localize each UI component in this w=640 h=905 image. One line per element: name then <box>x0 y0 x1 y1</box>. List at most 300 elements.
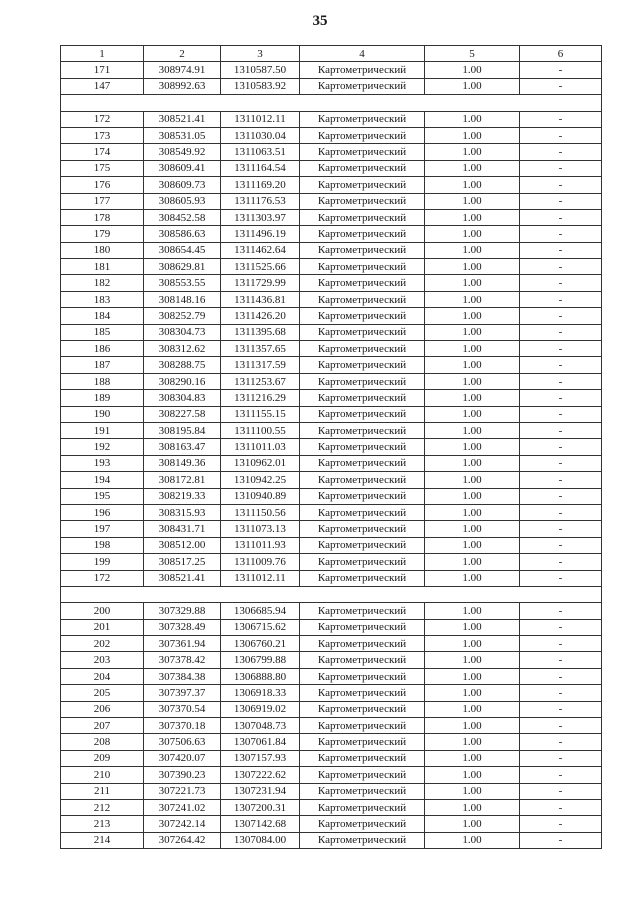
table-row <box>61 422 602 438</box>
table-row <box>61 570 602 586</box>
method-cell: Картометрический <box>300 472 425 488</box>
accuracy-cell: 1.00 <box>425 652 520 668</box>
method-cell: Картометрический <box>300 701 425 717</box>
description-cell: - <box>520 554 602 570</box>
table-body <box>61 62 602 849</box>
method-cell: Картометрический <box>300 406 425 422</box>
y-coordinate-cell: 1311253.67 <box>221 373 300 389</box>
column-header: 3 <box>221 46 300 62</box>
description-cell: - <box>520 439 602 455</box>
table-row <box>61 324 602 340</box>
method-cell: Картометрический <box>300 537 425 553</box>
accuracy-cell: 1.00 <box>425 816 520 832</box>
y-coordinate-cell: 1311395.68 <box>221 324 300 340</box>
accuracy-cell: 1.00 <box>425 799 520 815</box>
point-number-cell: 191 <box>61 422 144 438</box>
description-cell: - <box>520 652 602 668</box>
x-coordinate-cell: 307384.38 <box>144 668 221 684</box>
x-coordinate-cell: 307328.49 <box>144 619 221 635</box>
point-number-cell: 175 <box>61 160 144 176</box>
point-number-cell: 182 <box>61 275 144 291</box>
method-cell: Картометрический <box>300 259 425 275</box>
accuracy-cell: 1.00 <box>425 701 520 717</box>
y-coordinate-cell: 1307142.68 <box>221 816 300 832</box>
description-cell: - <box>520 504 602 520</box>
x-coordinate-cell: 307420.07 <box>144 750 221 766</box>
accuracy-cell: 1.00 <box>425 521 520 537</box>
y-coordinate-cell: 1311009.76 <box>221 554 300 570</box>
table-row <box>61 455 602 471</box>
point-number-cell: 206 <box>61 701 144 717</box>
accuracy-cell: 1.00 <box>425 554 520 570</box>
point-number-cell: 193 <box>61 455 144 471</box>
accuracy-cell: 1.00 <box>425 226 520 242</box>
method-cell: Картометрический <box>300 603 425 619</box>
separator-cell <box>61 95 602 111</box>
description-cell: - <box>520 668 602 684</box>
accuracy-cell: 1.00 <box>425 242 520 258</box>
x-coordinate-cell: 307361.94 <box>144 636 221 652</box>
accuracy-cell: 1.00 <box>425 259 520 275</box>
table-row <box>61 259 602 275</box>
y-coordinate-cell: 1311176.53 <box>221 193 300 209</box>
accuracy-cell: 1.00 <box>425 406 520 422</box>
accuracy-cell: 1.00 <box>425 570 520 586</box>
point-number-cell: 178 <box>61 209 144 225</box>
column-header: 6 <box>520 46 602 62</box>
description-cell: - <box>520 193 602 209</box>
x-coordinate-cell: 308304.83 <box>144 390 221 406</box>
x-coordinate-cell: 308431.71 <box>144 521 221 537</box>
description-cell: - <box>520 783 602 799</box>
column-header: 1 <box>61 46 144 62</box>
accuracy-cell: 1.00 <box>425 472 520 488</box>
y-coordinate-cell: 1310587.50 <box>221 62 300 78</box>
table-row <box>61 177 602 193</box>
method-cell: Картометрический <box>300 783 425 799</box>
description-cell: - <box>520 619 602 635</box>
description-cell: - <box>520 291 602 307</box>
method-cell: Картометрический <box>300 62 425 78</box>
method-cell: Картометрический <box>300 439 425 455</box>
accuracy-cell: 1.00 <box>425 750 520 766</box>
point-number-cell: 194 <box>61 472 144 488</box>
method-cell: Картометрический <box>300 390 425 406</box>
y-coordinate-cell: 1306918.33 <box>221 685 300 701</box>
point-number-cell: 195 <box>61 488 144 504</box>
method-cell: Картометрический <box>300 799 425 815</box>
x-coordinate-cell: 308654.45 <box>144 242 221 258</box>
accuracy-cell: 1.00 <box>425 144 520 160</box>
y-coordinate-cell: 1311155.15 <box>221 406 300 422</box>
accuracy-cell: 1.00 <box>425 390 520 406</box>
description-cell: - <box>520 799 602 815</box>
point-number-cell: 184 <box>61 308 144 324</box>
accuracy-cell: 1.00 <box>425 422 520 438</box>
method-cell: Картометрический <box>300 341 425 357</box>
method-cell: Картометрический <box>300 373 425 389</box>
y-coordinate-cell: 1310942.25 <box>221 472 300 488</box>
y-coordinate-cell: 1310940.89 <box>221 488 300 504</box>
point-number-cell: 188 <box>61 373 144 389</box>
description-cell: - <box>520 603 602 619</box>
y-coordinate-cell: 1307200.31 <box>221 799 300 815</box>
x-coordinate-cell: 308290.16 <box>144 373 221 389</box>
x-coordinate-cell: 308974.91 <box>144 62 221 78</box>
accuracy-cell: 1.00 <box>425 488 520 504</box>
x-coordinate-cell: 308219.33 <box>144 488 221 504</box>
method-cell: Картометрический <box>300 291 425 307</box>
column-header: 2 <box>144 46 221 62</box>
x-coordinate-cell: 307241.02 <box>144 799 221 815</box>
point-number-cell: 171 <box>61 62 144 78</box>
point-number-cell: 213 <box>61 816 144 832</box>
table-row <box>61 357 602 373</box>
point-number-cell: 174 <box>61 144 144 160</box>
point-number-cell: 183 <box>61 291 144 307</box>
point-number-cell: 203 <box>61 652 144 668</box>
point-number-cell: 147 <box>61 78 144 94</box>
x-coordinate-cell: 307329.88 <box>144 603 221 619</box>
y-coordinate-cell: 1310962.01 <box>221 455 300 471</box>
y-coordinate-cell: 1307084.00 <box>221 832 300 848</box>
method-cell: Картометрический <box>300 718 425 734</box>
point-number-cell: 212 <box>61 799 144 815</box>
y-coordinate-cell: 1311317.59 <box>221 357 300 373</box>
method-cell: Картометрический <box>300 734 425 750</box>
accuracy-cell: 1.00 <box>425 324 520 340</box>
description-cell: - <box>520 62 602 78</box>
table-row <box>61 390 602 406</box>
point-number-cell: 201 <box>61 619 144 635</box>
x-coordinate-cell: 308512.00 <box>144 537 221 553</box>
description-cell: - <box>520 373 602 389</box>
y-coordinate-cell: 1311462.64 <box>221 242 300 258</box>
y-coordinate-cell: 1310583.92 <box>221 78 300 94</box>
y-coordinate-cell: 1306685.94 <box>221 603 300 619</box>
x-coordinate-cell: 308609.41 <box>144 160 221 176</box>
method-cell: Картометрический <box>300 619 425 635</box>
table-row <box>61 504 602 520</box>
x-coordinate-cell: 308517.25 <box>144 554 221 570</box>
point-number-cell: 210 <box>61 767 144 783</box>
point-number-cell: 200 <box>61 603 144 619</box>
method-cell: Картометрический <box>300 636 425 652</box>
method-cell: Картометрический <box>300 127 425 143</box>
description-cell: - <box>520 259 602 275</box>
description-cell: - <box>520 275 602 291</box>
accuracy-cell: 1.00 <box>425 291 520 307</box>
table-row <box>61 767 602 783</box>
point-number-cell: 172 <box>61 570 144 586</box>
point-number-cell: 192 <box>61 439 144 455</box>
point-number-cell: 202 <box>61 636 144 652</box>
description-cell: - <box>520 422 602 438</box>
table-row <box>61 275 602 291</box>
description-cell: - <box>520 324 602 340</box>
accuracy-cell: 1.00 <box>425 127 520 143</box>
y-coordinate-cell: 1306715.62 <box>221 619 300 635</box>
accuracy-cell: 1.00 <box>425 193 520 209</box>
point-number-cell: 214 <box>61 832 144 848</box>
table-row <box>61 78 602 94</box>
accuracy-cell: 1.00 <box>425 734 520 750</box>
table-row <box>61 291 602 307</box>
method-cell: Картометрический <box>300 488 425 504</box>
description-cell: - <box>520 472 602 488</box>
point-number-cell: 177 <box>61 193 144 209</box>
description-cell: - <box>520 242 602 258</box>
method-cell: Картометрический <box>300 177 425 193</box>
accuracy-cell: 1.00 <box>425 341 520 357</box>
description-cell: - <box>520 701 602 717</box>
accuracy-cell: 1.00 <box>425 111 520 127</box>
y-coordinate-cell: 1307048.73 <box>221 718 300 734</box>
description-cell: - <box>520 357 602 373</box>
description-cell: - <box>520 685 602 701</box>
accuracy-cell: 1.00 <box>425 177 520 193</box>
accuracy-cell: 1.00 <box>425 619 520 635</box>
description-cell: - <box>520 750 602 766</box>
accuracy-cell: 1.00 <box>425 767 520 783</box>
table-row <box>61 308 602 324</box>
point-number-cell: 198 <box>61 537 144 553</box>
description-cell: - <box>520 341 602 357</box>
x-coordinate-cell: 307397.37 <box>144 685 221 701</box>
table-row <box>61 832 602 848</box>
x-coordinate-cell: 308315.93 <box>144 504 221 520</box>
point-number-cell: 209 <box>61 750 144 766</box>
y-coordinate-cell: 1311729.99 <box>221 275 300 291</box>
table-row <box>61 373 602 389</box>
x-coordinate-cell: 308549.92 <box>144 144 221 160</box>
accuracy-cell: 1.00 <box>425 78 520 94</box>
table-row <box>61 209 602 225</box>
method-cell: Картометрический <box>300 78 425 94</box>
table-row <box>61 406 602 422</box>
y-coordinate-cell: 1311012.11 <box>221 111 300 127</box>
method-cell: Картометрический <box>300 357 425 373</box>
description-cell: - <box>520 832 602 848</box>
description-cell: - <box>520 718 602 734</box>
y-coordinate-cell: 1311164.54 <box>221 160 300 176</box>
table-row <box>61 193 602 209</box>
y-coordinate-cell: 1311100.55 <box>221 422 300 438</box>
accuracy-cell: 1.00 <box>425 373 520 389</box>
column-header: 4 <box>300 46 425 62</box>
accuracy-cell: 1.00 <box>425 62 520 78</box>
method-cell: Картометрический <box>300 832 425 848</box>
table-row <box>61 111 602 127</box>
description-cell: - <box>520 636 602 652</box>
table-row <box>61 685 602 701</box>
method-cell: Картометрический <box>300 554 425 570</box>
x-coordinate-cell: 307390.23 <box>144 767 221 783</box>
table-row <box>61 783 602 799</box>
description-cell: - <box>520 111 602 127</box>
y-coordinate-cell: 1311169.20 <box>221 177 300 193</box>
point-number-cell: 186 <box>61 341 144 357</box>
y-coordinate-cell: 1306919.02 <box>221 701 300 717</box>
y-coordinate-cell: 1311525.66 <box>221 259 300 275</box>
separator-row <box>61 95 602 111</box>
x-coordinate-cell: 308609.73 <box>144 177 221 193</box>
x-coordinate-cell: 308304.73 <box>144 324 221 340</box>
point-number-cell: 204 <box>61 668 144 684</box>
accuracy-cell: 1.00 <box>425 718 520 734</box>
accuracy-cell: 1.00 <box>425 209 520 225</box>
x-coordinate-cell: 308148.16 <box>144 291 221 307</box>
table-row <box>61 554 602 570</box>
y-coordinate-cell: 1311063.51 <box>221 144 300 160</box>
x-coordinate-cell: 308252.79 <box>144 308 221 324</box>
table-row <box>61 603 602 619</box>
coordinates-table <box>60 45 602 849</box>
accuracy-cell: 1.00 <box>425 685 520 701</box>
description-cell: - <box>520 455 602 471</box>
table-header <box>61 46 602 62</box>
y-coordinate-cell: 1311011.03 <box>221 439 300 455</box>
method-cell: Картометрический <box>300 308 425 324</box>
table-row <box>61 537 602 553</box>
description-cell: - <box>520 308 602 324</box>
separator-cell <box>61 586 602 602</box>
table-row <box>61 226 602 242</box>
point-number-cell: 208 <box>61 734 144 750</box>
table-row <box>61 341 602 357</box>
y-coordinate-cell: 1306799.88 <box>221 652 300 668</box>
description-cell: - <box>520 78 602 94</box>
table-row <box>61 62 602 78</box>
x-coordinate-cell: 308521.41 <box>144 570 221 586</box>
x-coordinate-cell: 308531.05 <box>144 127 221 143</box>
y-coordinate-cell: 1311496.19 <box>221 226 300 242</box>
y-coordinate-cell: 1311303.97 <box>221 209 300 225</box>
column-header: 5 <box>425 46 520 62</box>
y-coordinate-cell: 1311012.11 <box>221 570 300 586</box>
accuracy-cell: 1.00 <box>425 357 520 373</box>
description-cell: - <box>520 127 602 143</box>
method-cell: Картометрический <box>300 685 425 701</box>
point-number-cell: 190 <box>61 406 144 422</box>
description-cell: - <box>520 406 602 422</box>
method-cell: Картометрический <box>300 144 425 160</box>
x-coordinate-cell: 307242.14 <box>144 816 221 832</box>
description-cell: - <box>520 570 602 586</box>
method-cell: Картометрический <box>300 652 425 668</box>
table-row <box>61 816 602 832</box>
table-row <box>61 242 602 258</box>
accuracy-cell: 1.00 <box>425 783 520 799</box>
y-coordinate-cell: 1307222.62 <box>221 767 300 783</box>
page-number: 35 <box>312 13 328 29</box>
method-cell: Картометрический <box>300 570 425 586</box>
x-coordinate-cell: 308629.81 <box>144 259 221 275</box>
description-cell: - <box>520 177 602 193</box>
point-number-cell: 207 <box>61 718 144 734</box>
table-row <box>61 439 602 455</box>
table-row <box>61 144 602 160</box>
point-number-cell: 199 <box>61 554 144 570</box>
accuracy-cell: 1.00 <box>425 603 520 619</box>
y-coordinate-cell: 1311357.65 <box>221 341 300 357</box>
x-coordinate-cell: 308149.36 <box>144 455 221 471</box>
x-coordinate-cell: 308605.93 <box>144 193 221 209</box>
y-coordinate-cell: 1311216.29 <box>221 390 300 406</box>
x-coordinate-cell: 308172.81 <box>144 472 221 488</box>
description-cell: - <box>520 390 602 406</box>
point-number-cell: 205 <box>61 685 144 701</box>
y-coordinate-cell: 1311011.93 <box>221 537 300 553</box>
method-cell: Картометрический <box>300 193 425 209</box>
description-cell: - <box>520 488 602 504</box>
method-cell: Картометрический <box>300 422 425 438</box>
point-number-cell: 197 <box>61 521 144 537</box>
description-cell: - <box>520 537 602 553</box>
description-cell: - <box>520 144 602 160</box>
method-cell: Картометрический <box>300 111 425 127</box>
y-coordinate-cell: 1311436.81 <box>221 291 300 307</box>
x-coordinate-cell: 307370.54 <box>144 701 221 717</box>
method-cell: Картометрический <box>300 504 425 520</box>
point-number-cell: 173 <box>61 127 144 143</box>
method-cell: Картометрический <box>300 160 425 176</box>
table-row <box>61 734 602 750</box>
table-row <box>61 636 602 652</box>
table-row <box>61 127 602 143</box>
y-coordinate-cell: 1307157.93 <box>221 750 300 766</box>
accuracy-cell: 1.00 <box>425 308 520 324</box>
x-coordinate-cell: 307221.73 <box>144 783 221 799</box>
description-cell: - <box>520 226 602 242</box>
y-coordinate-cell: 1306760.21 <box>221 636 300 652</box>
table-row <box>61 718 602 734</box>
description-cell: - <box>520 160 602 176</box>
table-row <box>61 521 602 537</box>
x-coordinate-cell: 308586.63 <box>144 226 221 242</box>
table-row <box>61 619 602 635</box>
x-coordinate-cell: 308312.62 <box>144 341 221 357</box>
accuracy-cell: 1.00 <box>425 636 520 652</box>
description-cell: - <box>520 209 602 225</box>
x-coordinate-cell: 308195.84 <box>144 422 221 438</box>
point-number-cell: 185 <box>61 324 144 340</box>
point-number-cell: 176 <box>61 177 144 193</box>
point-number-cell: 187 <box>61 357 144 373</box>
table-row <box>61 701 602 717</box>
table-row <box>61 160 602 176</box>
method-cell: Картометрический <box>300 750 425 766</box>
table-row <box>61 652 602 668</box>
description-cell: - <box>520 816 602 832</box>
table-row <box>61 488 602 504</box>
description-cell: - <box>520 521 602 537</box>
x-coordinate-cell: 308227.58 <box>144 406 221 422</box>
accuracy-cell: 1.00 <box>425 160 520 176</box>
x-coordinate-cell: 307264.42 <box>144 832 221 848</box>
y-coordinate-cell: 1311073.13 <box>221 521 300 537</box>
x-coordinate-cell: 307506.63 <box>144 734 221 750</box>
y-coordinate-cell: 1306888.80 <box>221 668 300 684</box>
x-coordinate-cell: 308452.58 <box>144 209 221 225</box>
method-cell: Картометрический <box>300 521 425 537</box>
table-row <box>61 668 602 684</box>
point-number-cell: 181 <box>61 259 144 275</box>
method-cell: Картометрический <box>300 324 425 340</box>
table-row <box>61 750 602 766</box>
point-number-cell: 179 <box>61 226 144 242</box>
x-coordinate-cell: 307378.42 <box>144 652 221 668</box>
